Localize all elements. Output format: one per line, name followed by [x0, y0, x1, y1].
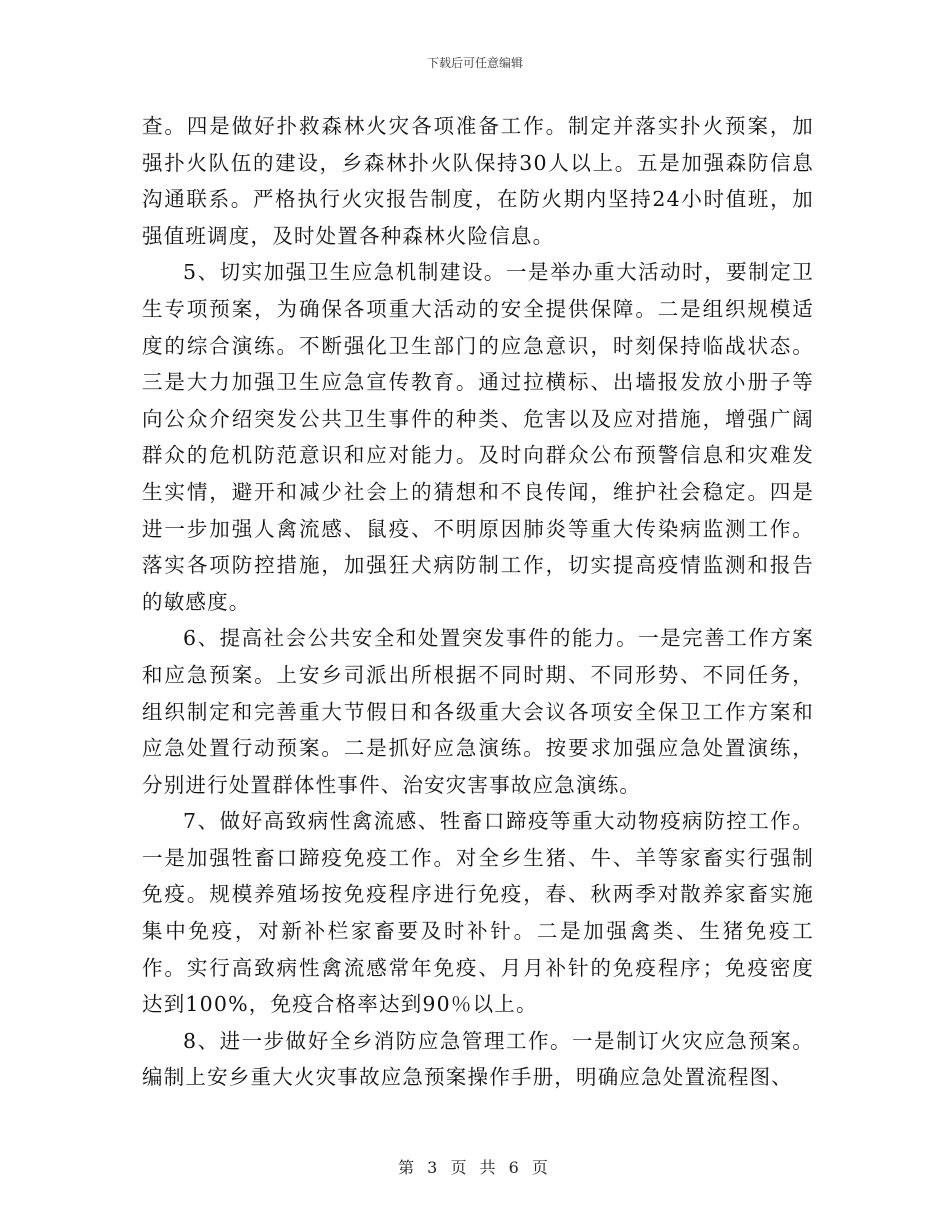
paragraph-fire-prevention-continued: 查。四是做好扑救森林火灾各项准备工作。制定并落实扑火预案，加强扑火队伍的建设，乡森林扑火队保持30人以上。五是加强森防信息沟通联系。严格执行火灾报告制度，在防火期内坚持24小时值班，加强值班调度，及时处置各种森林火险信息。	[142, 114, 814, 248]
paragraph-public-safety: 6、提高社会公共安全和处置突发事件的能力。一是完善工作方案和应急预案。上安乡司派出所根据不同时期、不同形势、不同任务，组织制定和完善重大节假日和各级重大会议各项安全保卫工作方案和应急处置行动预案。二是抓好应急演练。按要求加强应急处置演练，分别进行处置群体性事件、治安灾害事故应急演练。	[142, 626, 814, 797]
paragraph-animal-disease: 7、做好高致病性禽流感、牲畜口蹄疫等重大动物疫病防控工作。一是加强牲畜口蹄疫免疫工作。对全乡生猪、牛、羊等家畜实行强制免疫。规模养殖场按免疫程序进行免疫，春、秋两季对散养家畜实施集中免疫，对新补栏家畜要及时补针。二是加强禽类、生猪免疫工作。实行高致病性禽流感常年免疫、月月补针的免疫程序；免疫密度达到100%，免疫合格率达到90％以上。	[142, 809, 814, 1017]
page-number: 第 3 页 共 6 页	[398, 1158, 552, 1177]
paragraph-health-emergency: 5、切实加强卫生应急机制建设。一是举办重大活动时，要制定卫生专项预案，为确保各项重大活动的安全提供保障。二是组织规模适度的综合演练。不断强化卫生部门的应急意识，时刻保持临战状态。三是大力加强卫生应急宣传教育。通过拉横标、出墙报发放小册子等向公众介绍突发公共卫生事件的种类、危害以及应对措施，增强广阔群众的危机防范意识和应对能力。及时向群众公布预警信息和灾难发生实情，避开和减少社会上的猜想和不良传闻，维护社会稳定。四是进一步加强人禽流感、鼠疫、不明原因肺炎等重大传染病监测工作。落实各项防控措施，加强狂犬病防制工作，切实提高疫情监测和报告的敏感度。	[142, 260, 814, 614]
paragraph-fire-management: 8、进一步做好全乡消防应急管理工作。一是制订火灾应急预案。编制上安乡重大火灾事故应急预案操作手册，明确应急处置流程图、	[142, 1028, 814, 1090]
document-body	[142, 108, 814, 1096]
page-header-note: 下载后可任意编辑	[426, 56, 523, 70]
